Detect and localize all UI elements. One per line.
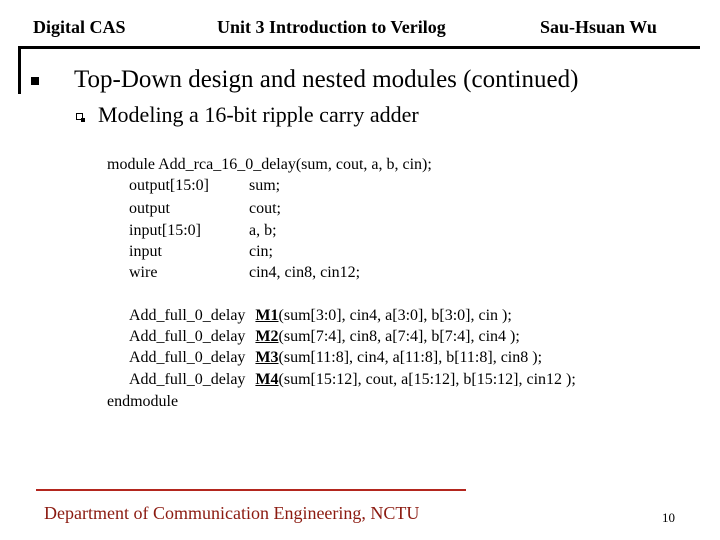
instance-args: (sum[11:8], cin4, a[11:8], b[11:8], cin8 );	[278, 349, 543, 366]
decl-names: cout;	[249, 200, 281, 217]
code-end-line: endmodule	[107, 393, 179, 410]
instance-args: (sum[15:12], cout, a[15:12], b[15:12], cin12 );	[278, 371, 576, 388]
decl-keyword: input	[129, 243, 162, 260]
decl-names: sum;	[249, 177, 281, 194]
instance-args: (sum[3:0], cin4, a[3:0], b[3:0], cin );	[278, 307, 512, 324]
square-bullet-icon	[31, 77, 39, 85]
instance-type: Add_full_0_delay	[129, 371, 246, 388]
hollow-square-bullet-icon	[76, 113, 83, 120]
decl-keyword: output[15:0]	[129, 177, 209, 194]
header-unit: Unit 3 Introduction to Verilog	[217, 17, 446, 37]
slide-subtitle: Modeling a 16-bit ripple carry adder	[98, 102, 419, 127]
instance-line	[129, 307, 512, 325]
instance-name: M4	[255, 371, 279, 388]
decl-keyword: input[15:0]	[129, 222, 201, 239]
instance-name: M3	[255, 349, 279, 366]
instance-args: (sum[7:4], cin8, a[7:4], b[7:4], cin4 );	[278, 328, 520, 345]
instance-type: Add_full_0_delay	[129, 307, 246, 324]
decl-names: a, b;	[249, 222, 277, 239]
decl-names: cin4, cin8, cin12;	[249, 264, 361, 281]
page-number: 10	[662, 510, 675, 525]
instance-line	[129, 371, 576, 389]
header-rule-vertical	[18, 46, 21, 94]
instance-type: Add_full_0_delay	[129, 349, 246, 366]
instance-line	[129, 349, 542, 367]
slide-title: Top-Down design and nested modules (continued)	[74, 66, 579, 93]
instance-line	[129, 328, 520, 346]
decl-names: cin;	[249, 243, 273, 260]
instance-name: M2	[255, 328, 279, 345]
footer-rule	[36, 489, 466, 491]
code-module-line: module Add_rca_16_0_delay(sum, cout, a, b, cin);	[107, 156, 432, 173]
header-course: Digital CAS	[33, 17, 126, 37]
instance-type: Add_full_0_delay	[129, 328, 246, 345]
header-author: Sau-Hsuan Wu	[540, 17, 657, 37]
header-rule	[18, 46, 700, 49]
footer-department: Department of Communication Engineering, NCTU	[44, 503, 420, 523]
decl-keyword: wire	[129, 264, 158, 281]
instance-name: M1	[255, 307, 279, 324]
decl-keyword: output	[129, 200, 170, 217]
